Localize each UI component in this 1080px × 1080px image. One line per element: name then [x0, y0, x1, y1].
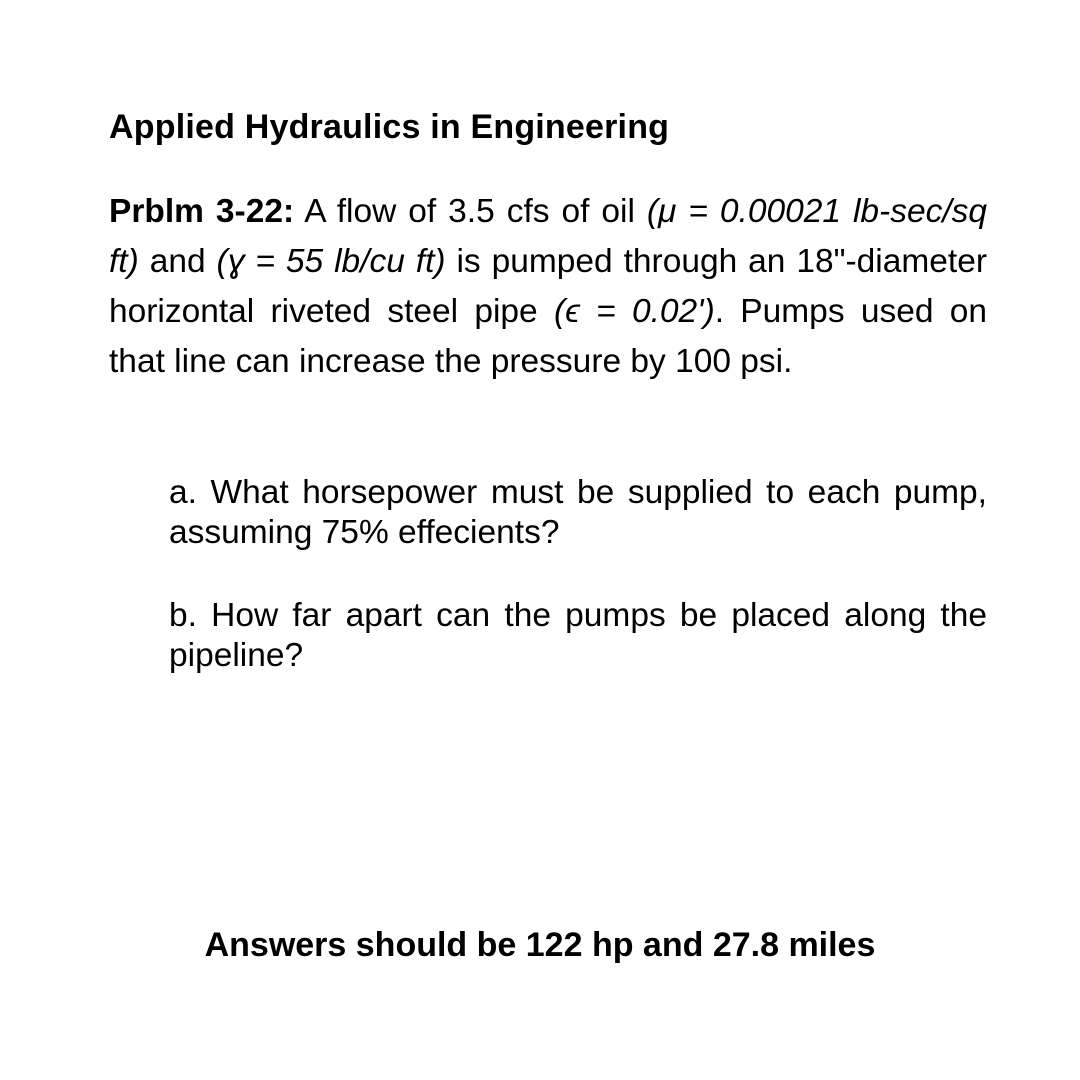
- problem-statement: [109, 187, 987, 387]
- answer-note: Answers should be 122 hp and 27.8 miles: [204, 926, 876, 964]
- page-title: Applied Hydraulics in Engineering: [109, 108, 670, 146]
- problem-text-flow: A flow of 3.5 cfs of oil: [294, 193, 647, 230]
- problem-text-pumps: . Pumps used on that line can increase the pressure by 100 psi.: [109, 293, 987, 380]
- problem-text-and: and: [138, 243, 217, 280]
- problem-label: Prblm 3-22:: [109, 193, 295, 230]
- question-a: a. What horsepower must be supplied to each pump, assuming 75% effecients?: [169, 474, 987, 551]
- specific-weight-value: (ɣ = 55 lb/cu ft): [216, 243, 446, 280]
- roughness-value: (ϵ = 0.02'): [553, 293, 715, 330]
- viscosity-value: (μ = 0.00021 lb-sec/sq ft): [109, 193, 988, 280]
- question-b: b. How far apart can the pumps be placed along the pipeline?: [169, 597, 987, 674]
- problem-text-pipe: is pumped through an 18"-diameter horizontal riveted steel pipe: [109, 243, 987, 330]
